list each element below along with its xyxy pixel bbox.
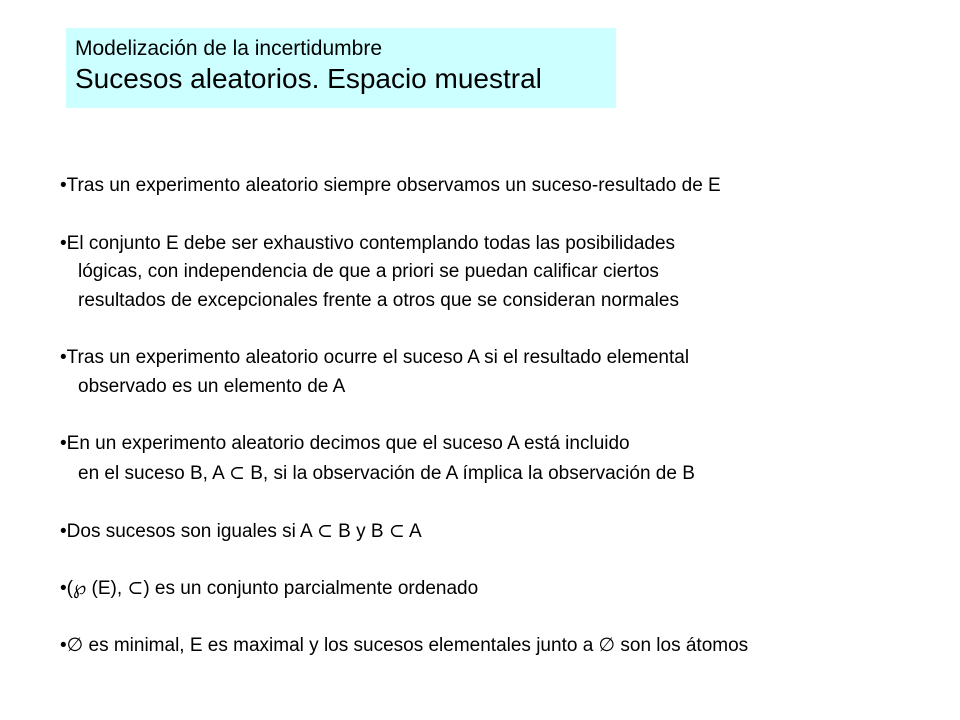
- bullet-marker: •: [60, 635, 67, 656]
- subset-symbol: ⊂: [127, 577, 144, 599]
- bullet-text: lógicas, con independencia de que a priori se puedan calificar ciertos: [78, 261, 659, 282]
- bullet-text: A: [409, 521, 422, 542]
- bullet-text: El conjunto E debe ser exhaustivo contemplando todas las posibilidades: [66, 233, 676, 254]
- slide-title: Sucesos aleatorios. Espacio muestral: [75, 63, 542, 94]
- subset-symbol: ⊂: [388, 520, 405, 542]
- bullet-continuation: [78, 459, 695, 488]
- bullet-item: [60, 172, 721, 200]
- bullet-text: Tras un experimento aleatorio ocurre el suceso A si el resultado elemental: [66, 347, 690, 368]
- slide-subtitle: Modelización de la incertidumbre: [75, 37, 382, 60]
- empty-set-symbol: ∅: [598, 634, 616, 656]
- bullet-item: [60, 230, 675, 258]
- empty-set-symbol: ∅: [66, 634, 84, 656]
- bullet-text: en el suceso B, A: [78, 463, 224, 484]
- bullet-item: [60, 344, 689, 372]
- bullet-item: [60, 430, 630, 458]
- bullet-text: B y B: [338, 521, 384, 542]
- bullet-text: es minimal, E es maximal y los sucesos elementales junto a: [88, 635, 594, 656]
- bullet-item: [60, 517, 422, 546]
- bullet-marker: •: [60, 175, 67, 196]
- bullet-continuation: [78, 258, 659, 286]
- title-box: [66, 28, 616, 108]
- bullet-marker: •: [60, 433, 67, 454]
- subset-symbol: ⊂: [316, 520, 333, 542]
- bullet-text: En un experimento aleatorio decimos que el suceso A está incluido: [66, 433, 630, 454]
- bullet-continuation: [78, 373, 345, 401]
- bullet-marker: •: [60, 233, 67, 254]
- bullet-text: Dos sucesos son iguales si A: [66, 521, 312, 542]
- bullet-text: (E),: [91, 578, 123, 599]
- bullet-text: resultados de excepcionales frente a otros que se consideran normales: [78, 290, 679, 311]
- bullet-marker: •: [60, 578, 67, 599]
- bullet-text: son los átomos: [620, 635, 749, 656]
- bullet-marker: •: [60, 521, 67, 542]
- bullet-text: B, si la observación de A ímplica la observación de B: [250, 463, 695, 484]
- bullet-text: (: [66, 578, 73, 599]
- bullet-text: Tras un experimento aleatorio siempre observamos un suceso-resultado de E: [66, 175, 721, 196]
- bullet-item: [60, 631, 748, 660]
- bullet-marker: •: [60, 347, 67, 368]
- subset-symbol: ⊂: [229, 462, 245, 484]
- bullet-text: observado es un elemento de A: [78, 376, 346, 397]
- bullet-continuation: [78, 287, 679, 315]
- bullet-item: [60, 574, 478, 603]
- powerset-symbol: ℘: [72, 577, 87, 599]
- bullet-text: ) es un conjunto parcialmente ordenado: [143, 578, 479, 599]
